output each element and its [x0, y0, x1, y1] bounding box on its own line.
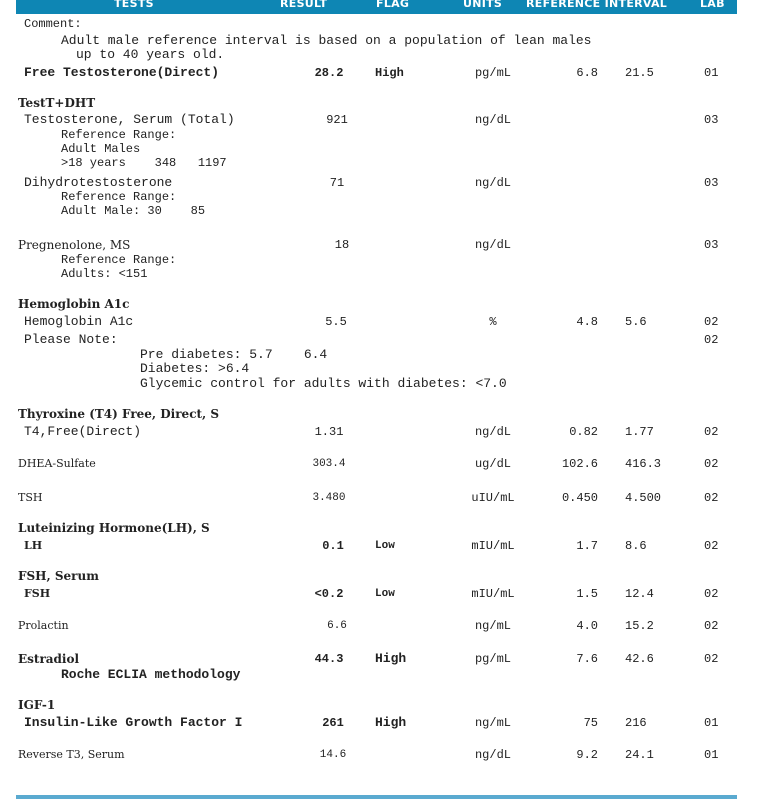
test-lab: 02 — [704, 539, 719, 553]
ref-low: 1.7 — [576, 539, 598, 553]
group-title: IGF-1 — [18, 698, 56, 712]
ref-high: 416.3 — [625, 457, 662, 471]
test-result: 44.3 — [314, 652, 344, 666]
reference-note: Glycemic control for adults with diabetes: <7.0 — [140, 376, 507, 391]
test-units: ng/mL — [474, 716, 511, 730]
test-flag: High — [375, 651, 407, 666]
test-name: Pregnenolone, MS — [18, 238, 131, 252]
reference-note: Reference Range: — [61, 253, 177, 267]
test-name: DHEA-Sulfate — [18, 457, 96, 470]
test-result: 921 — [326, 113, 348, 127]
test-units: ng/dL — [474, 425, 511, 439]
test-units: mIU/mL — [471, 539, 515, 553]
test-lab: 02 — [704, 333, 719, 347]
test-lab: 03 — [704, 238, 719, 252]
test-lab: 02 — [704, 457, 719, 471]
reference-note: Adult Male: 30 85 — [61, 204, 206, 218]
test-flag: High — [375, 66, 404, 80]
test-lab: 01 — [704, 716, 719, 730]
reference-note: Reference Range: — [61, 128, 177, 142]
reference-note: >18 years 348 1197 — [61, 156, 227, 170]
header-tests: TESTS — [114, 0, 154, 10]
test-units: ng/mL — [474, 619, 511, 633]
test-flag: High — [375, 715, 407, 730]
test-result: 14.6 — [319, 749, 347, 761]
ref-low: 75 — [583, 716, 598, 730]
test-name: Hemoglobin A1c — [24, 314, 134, 329]
test-lab: 01 — [704, 748, 719, 762]
test-name: Estradiol — [18, 652, 80, 666]
ref-low: 4.0 — [576, 619, 598, 633]
ref-high: 15.2 — [625, 619, 654, 633]
ref-low: 0.450 — [561, 491, 598, 505]
test-flag: Low — [375, 540, 395, 552]
ref-high: 24.1 — [625, 748, 654, 762]
test-result: 1.31 — [314, 425, 344, 439]
test-lab: 01 — [704, 66, 719, 80]
reference-note: Diabetes: >6.4 — [140, 361, 250, 376]
test-name: FSH — [24, 587, 51, 600]
comment-line: Adult male reference interval is based on a population of lean males — [61, 33, 592, 48]
ref-low: 9.2 — [576, 748, 598, 762]
comment-label: Comment: — [24, 17, 82, 31]
test-units: pg/mL — [474, 66, 511, 80]
ref-low: 6.8 — [576, 66, 598, 80]
group-title: Thyroxine (T4) Free, Direct, S — [18, 407, 220, 421]
header-lab: LAB — [700, 0, 725, 10]
test-units: pg/mL — [474, 652, 511, 666]
test-units: uIU/mL — [471, 491, 515, 505]
ref-high: 21.5 — [625, 66, 654, 80]
comment-line: up to 40 years old. — [76, 47, 225, 62]
ref-low: 7.6 — [576, 652, 598, 666]
test-result: 5.5 — [325, 315, 347, 329]
test-name: LH — [24, 539, 43, 552]
test-lab: 02 — [704, 491, 719, 505]
ref-high: 8.6 — [625, 539, 647, 553]
test-name: Prolactin — [18, 619, 69, 632]
column-header-bar — [16, 0, 737, 14]
test-name: Testosterone, Serum (Total) — [24, 112, 235, 127]
test-units: % — [489, 315, 497, 329]
ref-high: 12.4 — [625, 587, 654, 601]
header-result: RESULT — [280, 0, 328, 10]
bottom-rule — [16, 795, 737, 799]
ref-high: 5.6 — [625, 315, 647, 329]
group-title: Hemoglobin A1c — [18, 297, 130, 311]
group-title: TestT+DHT — [18, 96, 96, 110]
test-result: 6.6 — [327, 620, 347, 632]
header-units: UNITS — [463, 0, 503, 10]
test-result: 71 — [329, 176, 345, 190]
test-name: Free Testosterone(Direct) — [24, 65, 220, 80]
test-lab: 02 — [704, 652, 719, 666]
reference-note: Adults: <151 — [61, 267, 148, 281]
test-lab: 02 — [704, 425, 719, 439]
reference-note: Adult Males — [61, 142, 141, 156]
reference-note: Reference Range: — [61, 190, 177, 204]
test-result: 18 — [334, 238, 350, 252]
test-units: ug/dL — [474, 457, 511, 471]
reference-note: Pre diabetes: 5.7 6.4 — [140, 347, 328, 362]
test-name: Insulin-Like Growth Factor I — [24, 715, 243, 730]
group-title: Luteinizing Hormone(LH), S — [18, 521, 210, 535]
note-label: Please Note: — [24, 332, 118, 347]
test-units: ng/dL — [474, 113, 511, 127]
test-units: mIU/mL — [471, 587, 515, 601]
test-name: Dihydrotestosterone — [24, 175, 173, 190]
test-lab: 02 — [704, 619, 719, 633]
ref-low: 0.82 — [569, 425, 598, 439]
test-flag: Low — [375, 588, 395, 600]
test-units: ng/dL — [474, 176, 511, 190]
test-lab: 03 — [704, 113, 719, 127]
test-name: Reverse T3, Serum — [18, 748, 125, 761]
lab-report-page — [16, 0, 737, 800]
test-result: 28.2 — [314, 66, 344, 80]
test-result: <0.2 — [314, 587, 344, 601]
test-name: TSH — [18, 491, 43, 504]
ref-high: 42.6 — [625, 652, 654, 666]
test-units: ng/dL — [474, 238, 511, 252]
ref-low: 1.5 — [576, 587, 598, 601]
ref-low: 102.6 — [561, 457, 598, 471]
test-lab: 02 — [704, 315, 719, 329]
test-units: ng/dL — [474, 748, 511, 762]
test-lab: 02 — [704, 587, 719, 601]
test-name: T4,Free(Direct) — [24, 424, 142, 439]
test-result: 0.1 — [322, 539, 344, 553]
ref-high: 216 — [625, 716, 647, 730]
test-result: 3.480 — [312, 492, 346, 504]
ref-high: 1.77 — [625, 425, 654, 439]
method-note: Roche ECLIA methodology — [61, 667, 241, 682]
group-title: FSH, Serum — [18, 569, 99, 583]
ref-low: 4.8 — [576, 315, 598, 329]
test-lab: 03 — [704, 176, 719, 190]
header-reference-interval: REFERENCE INTERVAL — [526, 0, 668, 10]
test-result: 261 — [322, 716, 344, 730]
test-result: 303.4 — [312, 458, 346, 470]
ref-high: 4.500 — [625, 491, 662, 505]
header-flag: FLAG — [376, 0, 410, 10]
